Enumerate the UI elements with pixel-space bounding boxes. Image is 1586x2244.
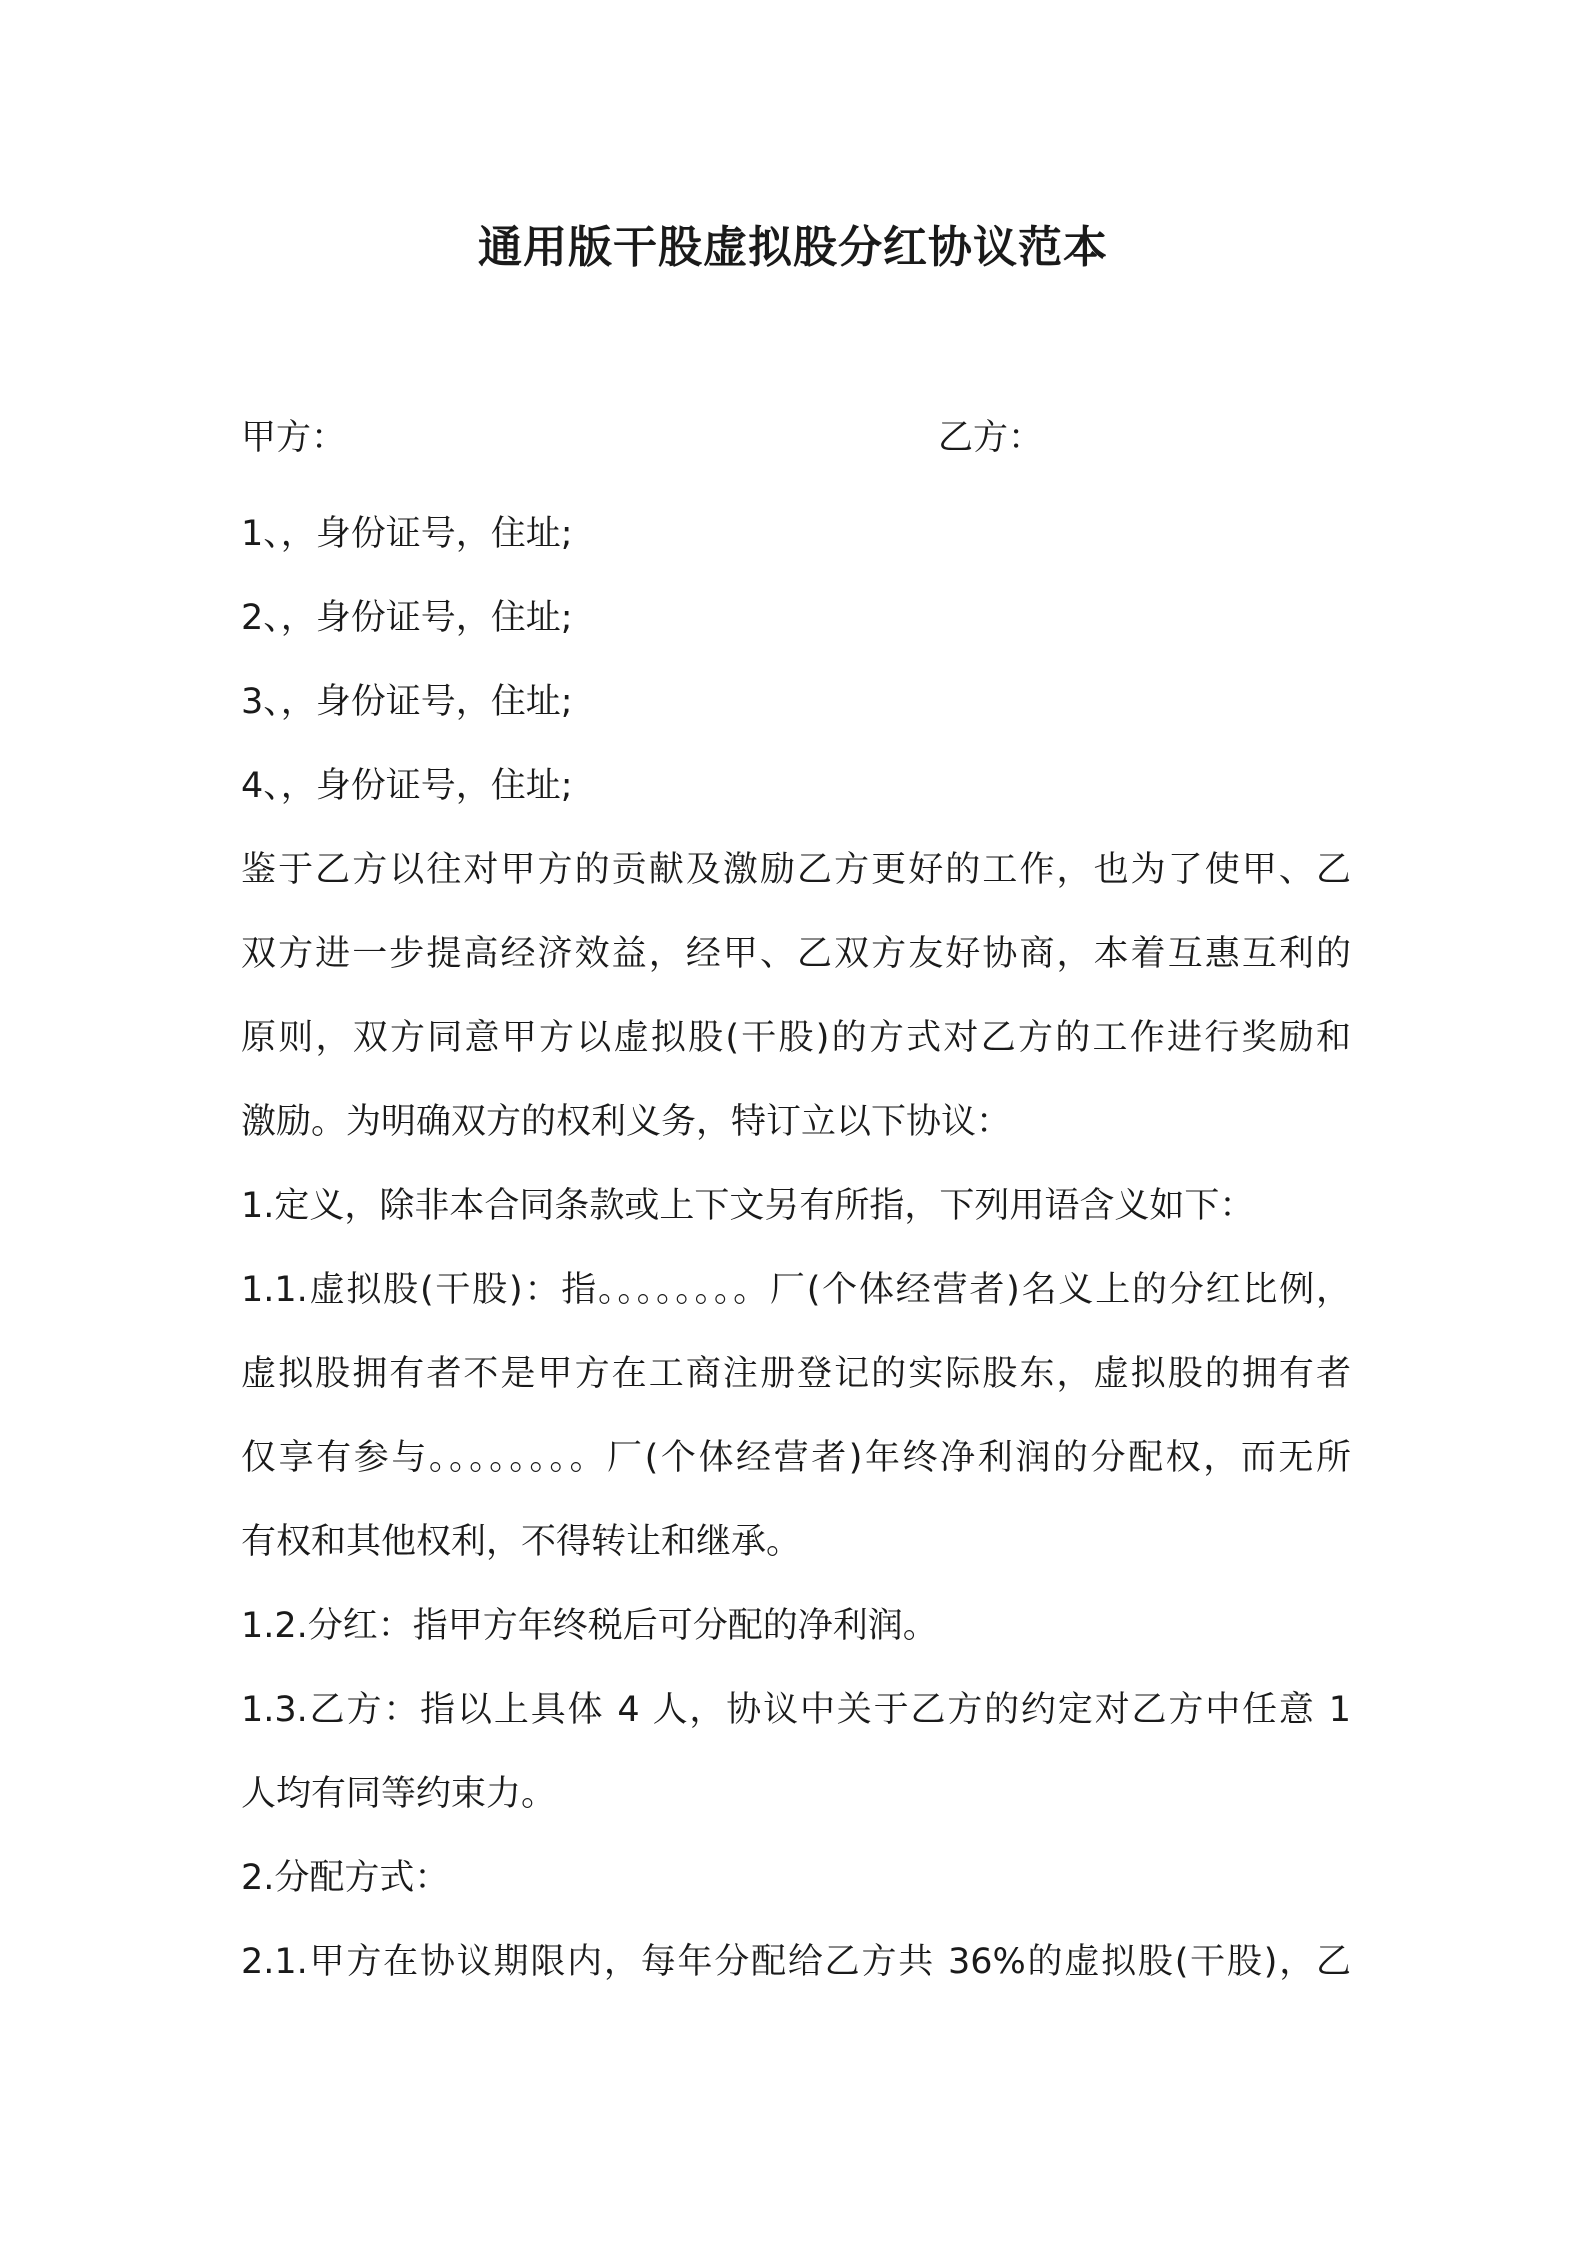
text-line: 1、，身份证号，住址; xyxy=(241,514,573,554)
text-line: 3、，身份证号，住址; xyxy=(241,682,573,722)
document-title: 通用版干股虚拟股分红协议范本 xyxy=(478,222,1108,273)
text-line: 人均有同等约束力。 xyxy=(241,1774,557,1814)
text-line: 1.定义，除非本合同条款或上下文另有所指，下列用语含义如下： xyxy=(241,1186,1255,1226)
text-line: 4、，身份证号，住址; xyxy=(241,766,573,806)
text-line: 虚拟股拥有者不是甲方在工商注册登记的实际股东，虚拟股的拥有者 xyxy=(241,1354,1351,1394)
document-body xyxy=(241,492,1351,2004)
parties-row xyxy=(241,410,1351,466)
text-line: 仅享有参与。。。。。。。。厂(个体经营者)年终净利润的分配权，而无所 xyxy=(241,1438,1351,1478)
text-line: 原则，双方同意甲方以虚拟股(干股)的方式对乙方的工作进行奖励和 xyxy=(241,1018,1351,1058)
text-line: 激励。为明确双方的权利义务，特订立以下协议： xyxy=(241,1102,1012,1142)
text-line: 1.1.虚拟股(干股)：指。。。。。。。。厂(个体经营者)名义上的分红比例， xyxy=(241,1270,1351,1310)
text-line: 有权和其他权利，不得转让和继承。 xyxy=(241,1522,802,1562)
text-line: 1.2.分红：指甲方年终税后可分配的净利润。 xyxy=(241,1606,938,1646)
text-line: 2.1.甲方在协议期限内，每年分配给乙方共 36%的虚拟股(干股)，乙 xyxy=(241,1942,1351,1982)
party-a-label: 甲方： xyxy=(241,418,347,458)
party-b-label: 乙方： xyxy=(938,418,1044,458)
text-line: 双方进一步提高经济效益，经甲、乙双方友好协商，本着互惠互利的 xyxy=(241,934,1351,974)
text-line: 1.3.乙方：指以上具体 4 人，协议中关于乙方的约定对乙方中任意 1 xyxy=(241,1690,1351,1730)
text-line: 鉴于乙方以往对甲方的贡献及激励乙方更好的工作，也为了使甲、乙 xyxy=(241,850,1351,890)
text-line: 2、，身份证号，住址; xyxy=(241,598,573,638)
text-line: 2.分配方式： xyxy=(241,1858,450,1898)
